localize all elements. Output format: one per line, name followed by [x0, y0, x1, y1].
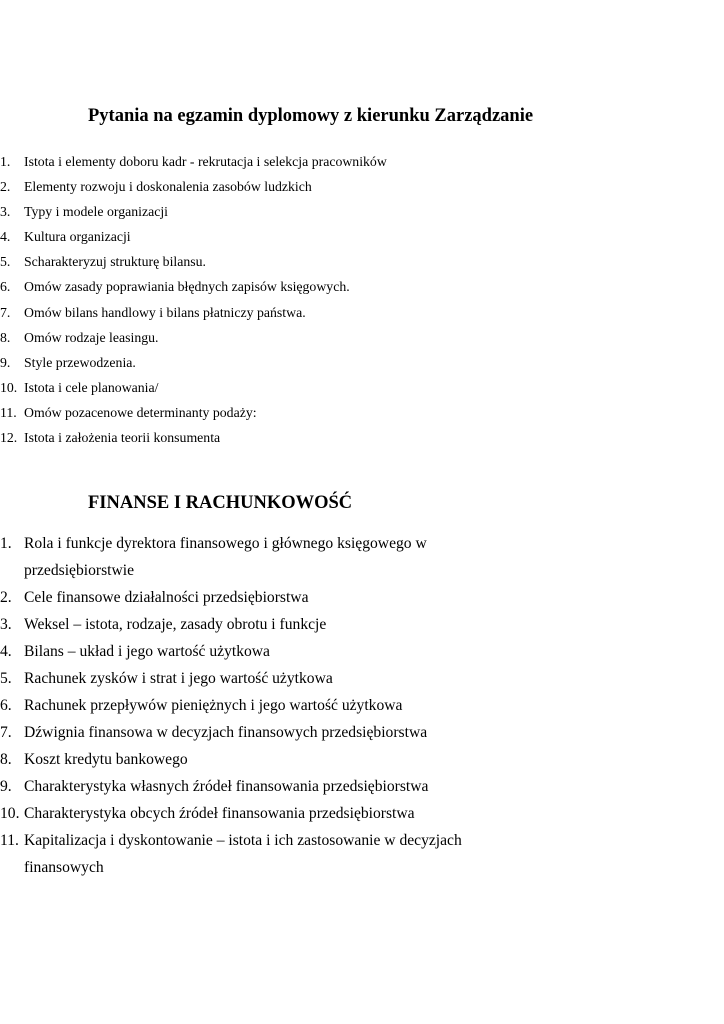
list-item: [0, 303, 387, 328]
item-text: Omów pozacenowe determinanty podaży:: [24, 404, 257, 420]
item-number: 3.: [0, 616, 12, 633]
item-text: Omów zasady poprawiania błędnych zapisów księgowych.: [24, 279, 350, 295]
item-text: Bilans – układ i jego wartość użytkowa: [24, 643, 270, 660]
item-number: 9.: [0, 354, 11, 370]
list-item: [0, 378, 387, 403]
item-number: 8.: [0, 751, 12, 768]
item-number: 9.: [0, 778, 12, 795]
item-text: Istota i założenia teorii konsumenta: [24, 430, 221, 446]
section-title-management: Pytania na egzamin dyplomowy z kierunku Zarządzanie: [88, 106, 534, 126]
item-number: 2.: [0, 179, 11, 195]
item-text: Style przewodzenia.: [24, 354, 136, 370]
item-number: 7.: [0, 304, 11, 320]
finance-question-list: [0, 530, 494, 881]
item-text: Istota i cele planowania/: [24, 379, 159, 395]
item-text: Kapitalizacja i dyskontowanie – istota i ich zastosowanie w decyzjach finansowych: [24, 832, 462, 876]
list-item: [0, 746, 494, 773]
item-text: Istota i elementy doboru kadr - rekrutacja i selekcja pracowników: [24, 154, 387, 169]
item-number: 4.: [0, 229, 11, 245]
list-item: [0, 403, 387, 428]
list-item: [0, 773, 494, 800]
item-text: Charakterystyka własnych źródeł finansowania przedsiębiorstwa: [24, 778, 429, 795]
item-text: Rachunek zysków i strat i jego wartość użytkowa: [24, 670, 333, 687]
list-item: [0, 584, 494, 611]
section-title-finance: FINANSE I RACHUNKOWOŚĆ: [88, 493, 353, 513]
list-item: [0, 353, 387, 378]
item-text: Dźwignia finansowa w decyzjach finansowych przedsiębiorstwa: [24, 724, 428, 741]
item-text: Weksel – istota, rodzaje, zasady obrotu i funkcje: [24, 616, 327, 633]
item-number: 8.: [0, 329, 11, 345]
item-number: 5.: [0, 670, 12, 687]
list-item: [0, 692, 494, 719]
item-number: 1.: [0, 154, 11, 169]
item-number: 10.: [0, 379, 18, 395]
item-number: 4.: [0, 643, 12, 660]
item-text: Typy i modele organizacji: [24, 204, 168, 220]
list-item: [0, 827, 494, 881]
item-number: 11.: [0, 832, 19, 849]
item-number: 6.: [0, 697, 12, 714]
management-question-list: [0, 152, 387, 453]
item-number: 3.: [0, 204, 11, 220]
list-item: [0, 428, 387, 453]
list-item: [0, 611, 494, 638]
list-item: [0, 202, 387, 227]
item-text: Omów rodzaje leasingu.: [24, 329, 159, 345]
list-item: [0, 277, 387, 302]
item-number: 7.: [0, 724, 12, 741]
list-item: [0, 665, 494, 692]
item-number: 6.: [0, 279, 11, 295]
list-item: [0, 152, 387, 177]
item-number: 1.: [0, 535, 12, 552]
item-number: 10.: [0, 805, 20, 822]
list-item: [0, 177, 387, 202]
item-number: 12.: [0, 430, 18, 446]
item-number: 11.: [0, 404, 17, 420]
item-text: Elementy rozwoju i doskonalenia zasobów ludzkich: [24, 179, 312, 195]
list-item: [0, 328, 387, 353]
list-item: [0, 530, 494, 584]
item-text: Charakterystyka obcych źródeł finansowania przedsiębiorstwa: [24, 805, 415, 822]
item-text: Omów bilans handlowy i bilans płatniczy państwa.: [24, 304, 306, 320]
item-number: 5.: [0, 254, 11, 270]
list-item: [0, 638, 494, 665]
item-text: Rola i funkcje dyrektora finansowego i głównego księgowego w przedsiębiorstwie: [24, 535, 427, 579]
list-item: [0, 719, 494, 746]
item-text: Scharakteryzuj strukturę bilansu.: [24, 254, 206, 270]
list-item: [0, 252, 387, 277]
item-text: Rachunek przepływów pieniężnych i jego wartość użytkowa: [24, 697, 403, 714]
item-text: Koszt kredytu bankowego: [24, 751, 188, 768]
item-text: Cele finansowe działalności przedsiębiorstwa: [24, 589, 309, 606]
item-text: Kultura organizacji: [24, 229, 131, 245]
list-item: [0, 800, 494, 827]
list-item: [0, 227, 387, 252]
item-number: 2.: [0, 589, 12, 606]
